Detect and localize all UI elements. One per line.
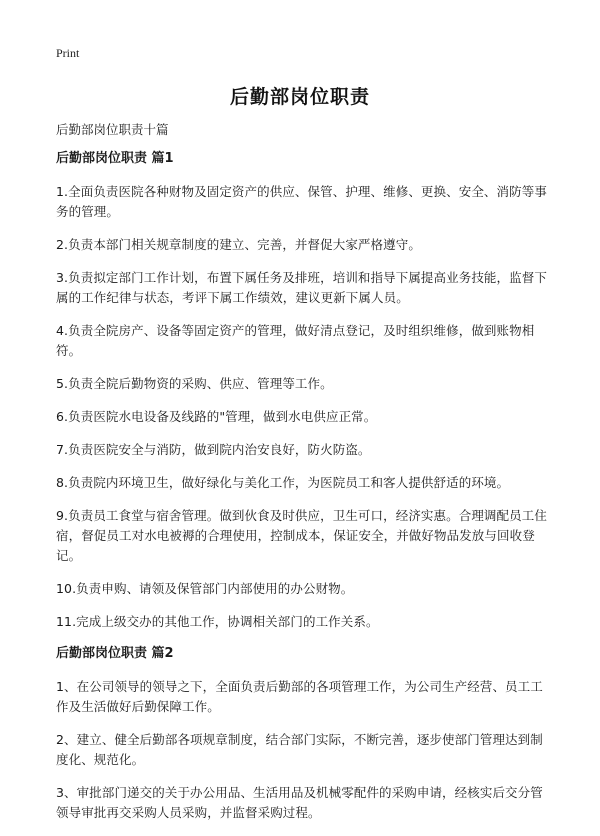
paragraph: 11.完成上级交办的其他工作，协调相关部门的工作关系。	[56, 614, 379, 629]
paragraph: 2.负责本部门相关规章制度的建立、完善，并督促大家严格遵守。	[56, 237, 421, 252]
paragraph: 10.负责申购、请领及保管部门内部使用的办公财物。	[56, 581, 354, 596]
document-subtitle: 后勤部岗位职责十篇	[56, 122, 169, 137]
document-content	[56, 150, 552, 836]
section-1	[56, 150, 552, 632]
paragraph: 1.全面负责医院各种财物及固定资产的供应、保管、护理、维修、更换、安全、消防等事务的管理。	[56, 184, 547, 219]
section-2	[56, 645, 552, 823]
section-heading: 后勤部岗位职责 篇2	[56, 646, 174, 661]
paragraph: 4.负责全院房产、设备等固定资产的管理，做好清点登记，及时组织维修，做到账物相符。	[56, 323, 535, 358]
paragraph: 8.负责院内环境卫生，做好绿化与美化工作，为医院员工和客人提供舒适的环境。	[56, 475, 510, 490]
section-heading: 后勤部岗位职责 篇1	[56, 151, 174, 166]
paragraph: 7.负责医院安全与消防，做到院内治安良好，防火防盗。	[56, 442, 371, 457]
paragraph: 5.负责全院后勤物资的采购、供应、管理等工作。	[56, 376, 333, 391]
paragraph: 3.负责拟定部门工作计划，布置下属任务及排班，培训和指导下属提高业务技能，监督下属的工作纪律与状态，考评下属工作绩效，建议更新下属人员。	[56, 270, 547, 305]
paragraph: 3、审批部门递交的关于办公用品、生活用品及机械零配件的采购申请，经核实后交分管领导审批再交采购人员采购，并监督采购过程。	[56, 785, 543, 820]
document-title: 后勤部岗位职责	[229, 86, 370, 108]
paragraph: 6.负责医院水电设备及线路的"管理，做到水电供应正常。	[56, 409, 377, 424]
paragraph: 2、建立、健全后勤部各项规章制度，结合部门实际，不断完善，逐步使部门管理达到制度化、规范化。	[56, 732, 543, 767]
paragraph: 9.负责员工食堂与宿舍管理。做到伙食及时供应，卫生可口，经济实惠。合理调配员工住宿，督促员工对水电被褥的合理使用，控制成本，保证安全，并做好物品发放与回收登记。	[56, 508, 547, 563]
paragraph: 1、在公司领导的领导之下，全面负责后勤部的各项管理工作，为公司生产经营、员工工作及生活做好后勤保障工作。	[56, 679, 543, 714]
print-label: Print	[56, 46, 80, 60]
